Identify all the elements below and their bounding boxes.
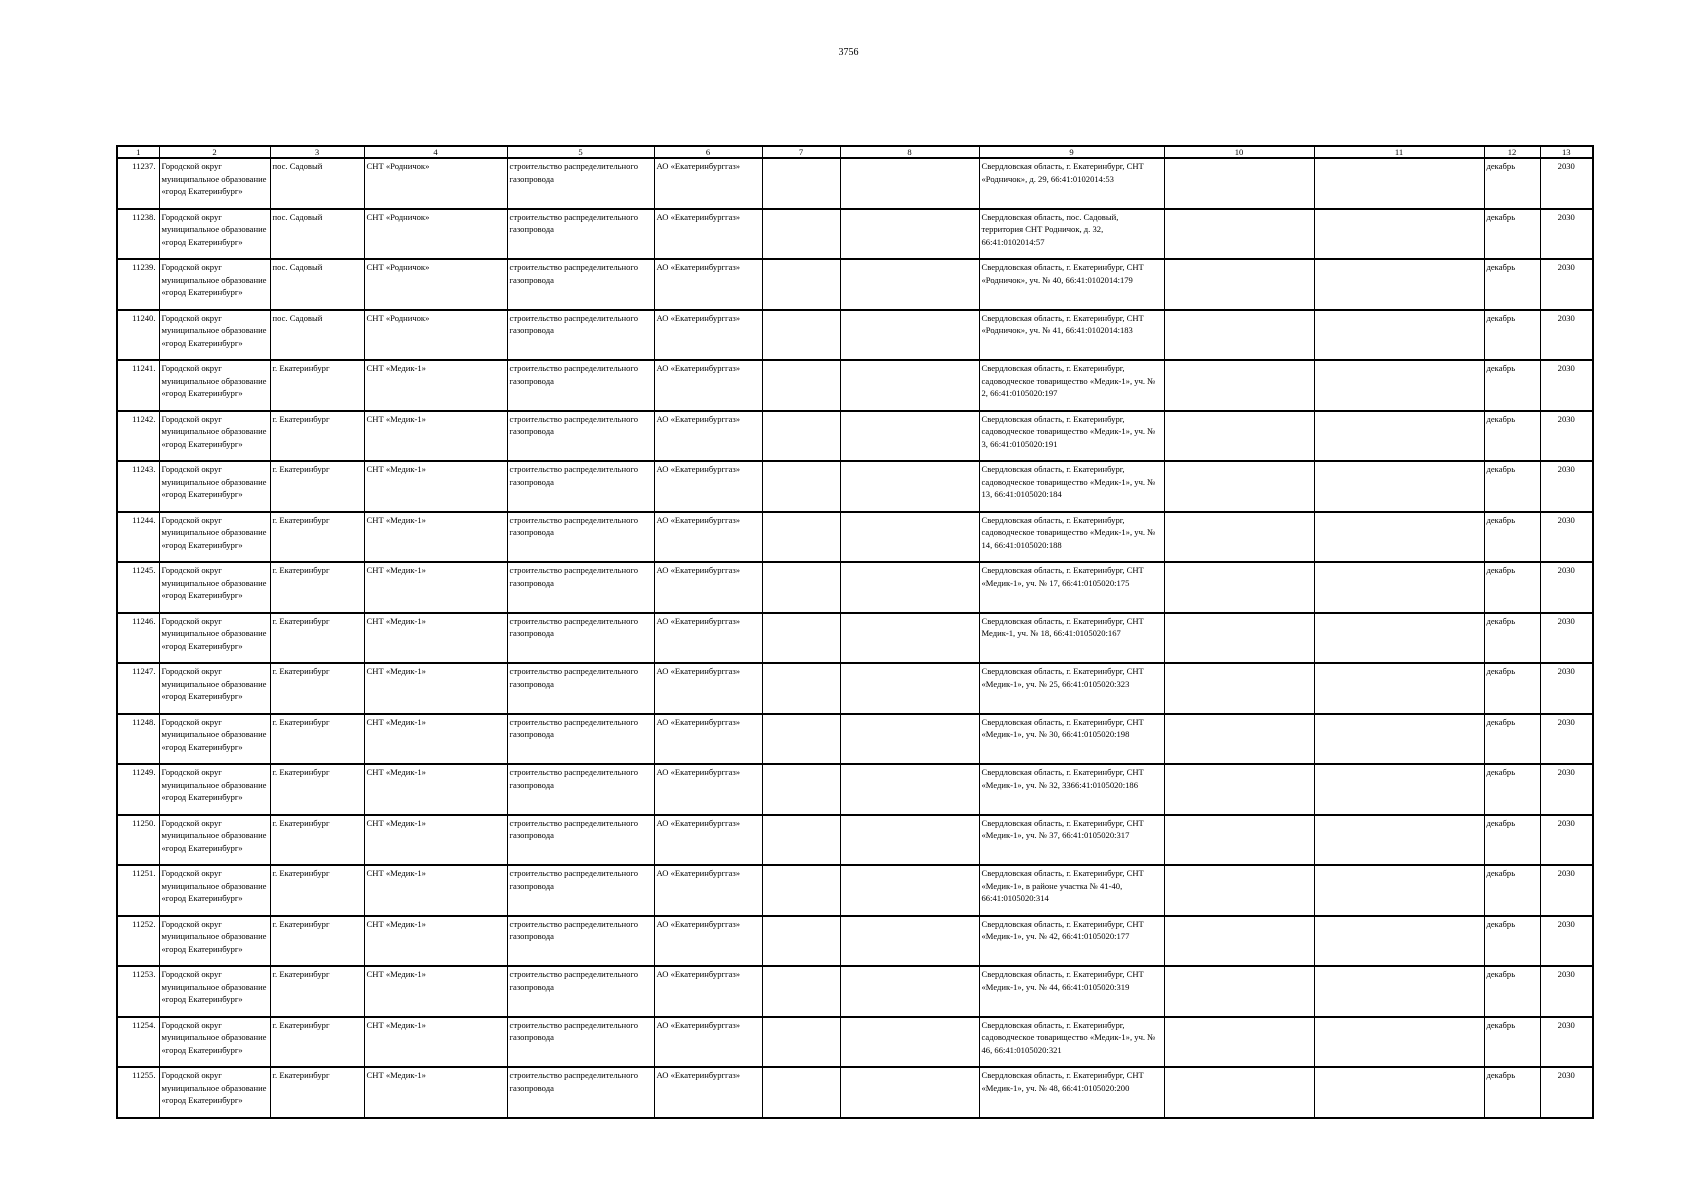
municipality-cell: Городской округ муниципальное образование «город Екатеринбург» bbox=[159, 360, 270, 411]
row-number-cell: 11246. bbox=[117, 613, 159, 664]
column-8-cell bbox=[840, 512, 979, 563]
table-row bbox=[117, 613, 1593, 664]
organization-cell: АО «Екатеринбурггаз» bbox=[654, 613, 762, 664]
object-name-cell: СНТ «Медик-1» bbox=[364, 966, 507, 1017]
column-10-cell bbox=[1164, 1017, 1314, 1068]
column-11-cell bbox=[1314, 259, 1484, 310]
column-8-cell bbox=[840, 411, 979, 462]
municipality-cell: Городской округ муниципальное образование «город Екатеринбург» bbox=[159, 815, 270, 866]
column-10-cell bbox=[1164, 865, 1314, 916]
organization-cell: АО «Екатеринбурггаз» bbox=[654, 815, 762, 866]
column-11-cell bbox=[1314, 461, 1484, 512]
row-number-cell: 11254. bbox=[117, 1017, 159, 1068]
column-11-cell bbox=[1314, 815, 1484, 866]
column-7-cell bbox=[762, 1017, 840, 1068]
organization-cell: АО «Екатеринбурггаз» bbox=[654, 663, 762, 714]
column-11-cell bbox=[1314, 158, 1484, 209]
table-row bbox=[117, 1067, 1593, 1118]
row-number-cell: 11255. bbox=[117, 1067, 159, 1118]
work-type-cell: строительство распределительного газопровода bbox=[507, 461, 654, 512]
column-header-10: 10 bbox=[1164, 146, 1314, 158]
organization-cell: АО «Екатеринбурггаз» bbox=[654, 310, 762, 361]
work-type-cell: строительство распределительного газопровода bbox=[507, 865, 654, 916]
column-header-1: 1 bbox=[117, 146, 159, 158]
work-type-cell: строительство распределительного газопровода bbox=[507, 1017, 654, 1068]
settlement-cell: г. Екатеринбург bbox=[270, 1067, 364, 1118]
settlement-cell: г. Екатеринбург bbox=[270, 966, 364, 1017]
month-cell: декабрь bbox=[1484, 764, 1540, 815]
column-header-12: 12 bbox=[1484, 146, 1540, 158]
column-10-cell bbox=[1164, 259, 1314, 310]
address-cadastral-cell: Свердловская область, г. Екатеринбург, СНТ «Медик-1», уч. № 30, 66:41:0105020:198 bbox=[979, 714, 1164, 765]
column-8-cell bbox=[840, 1017, 979, 1068]
work-type-cell: строительство распределительного газопровода bbox=[507, 1067, 654, 1118]
column-10-cell bbox=[1164, 158, 1314, 209]
column-8-cell bbox=[840, 663, 979, 714]
column-11-cell bbox=[1314, 865, 1484, 916]
municipality-cell: Городской округ муниципальное образование «город Екатеринбург» bbox=[159, 310, 270, 361]
settlement-cell: г. Екатеринбург bbox=[270, 865, 364, 916]
row-number-cell: 11242. bbox=[117, 411, 159, 462]
month-cell: декабрь bbox=[1484, 158, 1540, 209]
object-name-cell: СНТ «Родничок» bbox=[364, 158, 507, 209]
table-row bbox=[117, 562, 1593, 613]
year-cell: 2030 bbox=[1540, 916, 1593, 967]
month-cell: декабрь bbox=[1484, 714, 1540, 765]
address-cadastral-cell: Свердловская область, г. Екатеринбург, СНТ «Медик-1», уч. № 48, 66:41:0105020:200 bbox=[979, 1067, 1164, 1118]
column-header-13: 13 bbox=[1540, 146, 1593, 158]
row-number-cell: 11253. bbox=[117, 966, 159, 1017]
organization-cell: АО «Екатеринбурггаз» bbox=[654, 512, 762, 563]
object-name-cell: СНТ «Медик-1» bbox=[364, 613, 507, 664]
row-number-cell: 11245. bbox=[117, 562, 159, 613]
column-10-cell bbox=[1164, 209, 1314, 260]
row-number-cell: 11240. bbox=[117, 310, 159, 361]
settlement-cell: г. Екатеринбург bbox=[270, 764, 364, 815]
column-7-cell bbox=[762, 158, 840, 209]
column-11-cell bbox=[1314, 663, 1484, 714]
row-number-cell: 11248. bbox=[117, 714, 159, 765]
column-11-cell bbox=[1314, 1017, 1484, 1068]
month-cell: декабрь bbox=[1484, 461, 1540, 512]
settlement-cell: г. Екатеринбург bbox=[270, 1017, 364, 1068]
object-name-cell: СНТ «Медик-1» bbox=[364, 916, 507, 967]
column-11-cell bbox=[1314, 310, 1484, 361]
table-row bbox=[117, 310, 1593, 361]
month-cell: декабрь bbox=[1484, 360, 1540, 411]
column-8-cell bbox=[840, 209, 979, 260]
year-cell: 2030 bbox=[1540, 663, 1593, 714]
month-cell: декабрь bbox=[1484, 562, 1540, 613]
address-cadastral-cell: Свердловская область, г. Екатеринбург, СНТ «Родничок», уч. № 41, 66:41:0102014:183 bbox=[979, 310, 1164, 361]
object-name-cell: СНТ «Медик-1» bbox=[364, 714, 507, 765]
column-7-cell bbox=[762, 461, 840, 512]
month-cell: декабрь bbox=[1484, 209, 1540, 260]
column-10-cell bbox=[1164, 815, 1314, 866]
registry-table bbox=[116, 145, 1594, 1119]
year-cell: 2030 bbox=[1540, 1017, 1593, 1068]
column-header-8: 8 bbox=[840, 146, 979, 158]
column-7-cell bbox=[762, 916, 840, 967]
object-name-cell: СНТ «Медик-1» bbox=[364, 360, 507, 411]
work-type-cell: строительство распределительного газопровода bbox=[507, 916, 654, 967]
address-cadastral-cell: Свердловская область, г. Екатеринбург, СНТ «Медик-1», уч. № 17, 66:41:0105020:175 bbox=[979, 562, 1164, 613]
municipality-cell: Городской округ муниципальное образование «город Екатеринбург» bbox=[159, 512, 270, 563]
address-cadastral-cell: Свердловская область, г. Екатеринбург, садоводческое товарищество «Медик-1», уч. № 2, 66:41:0105020:197 bbox=[979, 360, 1164, 411]
organization-cell: АО «Екатеринбурггаз» bbox=[654, 865, 762, 916]
table-row bbox=[117, 815, 1593, 866]
column-7-cell bbox=[762, 310, 840, 361]
settlement-cell: пос. Садовый bbox=[270, 310, 364, 361]
column-7-cell bbox=[762, 1067, 840, 1118]
municipality-cell: Городской округ муниципальное образование «город Екатеринбург» bbox=[159, 714, 270, 765]
column-header-3: 3 bbox=[270, 146, 364, 158]
column-10-cell bbox=[1164, 411, 1314, 462]
column-7-cell bbox=[762, 865, 840, 916]
column-10-cell bbox=[1164, 461, 1314, 512]
column-7-cell bbox=[762, 360, 840, 411]
organization-cell: АО «Екатеринбурггаз» bbox=[654, 360, 762, 411]
column-10-cell bbox=[1164, 764, 1314, 815]
address-cadastral-cell: Свердловская область, пос. Садовый, территория СНТ Родничок, д. 32, 66:41:0102014:57 bbox=[979, 209, 1164, 260]
year-cell: 2030 bbox=[1540, 310, 1593, 361]
organization-cell: АО «Екатеринбурггаз» bbox=[654, 1017, 762, 1068]
month-cell: декабрь bbox=[1484, 916, 1540, 967]
column-8-cell bbox=[840, 461, 979, 512]
work-type-cell: строительство распределительного газопровода bbox=[507, 310, 654, 361]
column-11-cell bbox=[1314, 209, 1484, 260]
month-cell: декабрь bbox=[1484, 663, 1540, 714]
column-7-cell bbox=[762, 259, 840, 310]
address-cadastral-cell: Свердловская область, г. Екатеринбург, СНТ «Медик-1», уч. № 37, 66:41:0105020:317 bbox=[979, 815, 1164, 866]
column-7-cell bbox=[762, 512, 840, 563]
organization-cell: АО «Екатеринбурггаз» bbox=[654, 461, 762, 512]
organization-cell: АО «Екатеринбурггаз» bbox=[654, 158, 762, 209]
column-7-cell bbox=[762, 411, 840, 462]
table-row bbox=[117, 512, 1593, 563]
row-number-cell: 11252. bbox=[117, 916, 159, 967]
column-10-cell bbox=[1164, 512, 1314, 563]
row-number-cell: 11241. bbox=[117, 360, 159, 411]
column-7-cell bbox=[762, 966, 840, 1017]
page-number: 3756 bbox=[838, 47, 859, 58]
year-cell: 2030 bbox=[1540, 562, 1593, 613]
settlement-cell: г. Екатеринбург bbox=[270, 916, 364, 967]
column-8-cell bbox=[840, 310, 979, 361]
column-11-cell bbox=[1314, 966, 1484, 1017]
row-number-cell: 11239. bbox=[117, 259, 159, 310]
work-type-cell: строительство распределительного газопровода bbox=[507, 158, 654, 209]
row-number-cell: 11249. bbox=[117, 764, 159, 815]
work-type-cell: строительство распределительного газопровода bbox=[507, 966, 654, 1017]
column-header-2: 2 bbox=[159, 146, 270, 158]
year-cell: 2030 bbox=[1540, 411, 1593, 462]
year-cell: 2030 bbox=[1540, 512, 1593, 563]
year-cell: 2030 bbox=[1540, 966, 1593, 1017]
settlement-cell: г. Екатеринбург bbox=[270, 360, 364, 411]
municipality-cell: Городской округ муниципальное образование «город Екатеринбург» bbox=[159, 158, 270, 209]
object-name-cell: СНТ «Медик-1» bbox=[364, 1017, 507, 1068]
work-type-cell: строительство распределительного газопровода bbox=[507, 209, 654, 260]
row-number-cell: 11244. bbox=[117, 512, 159, 563]
municipality-cell: Городской округ муниципальное образование «город Екатеринбург» bbox=[159, 865, 270, 916]
column-11-cell bbox=[1314, 411, 1484, 462]
settlement-cell: г. Екатеринбург bbox=[270, 562, 364, 613]
column-10-cell bbox=[1164, 613, 1314, 664]
column-header-9: 9 bbox=[979, 146, 1164, 158]
table-row bbox=[117, 714, 1593, 765]
column-8-cell bbox=[840, 764, 979, 815]
settlement-cell: г. Екатеринбург bbox=[270, 714, 364, 765]
municipality-cell: Городской округ муниципальное образование «город Екатеринбург» bbox=[159, 764, 270, 815]
year-cell: 2030 bbox=[1540, 1067, 1593, 1118]
row-number-cell: 11247. bbox=[117, 663, 159, 714]
column-8-cell bbox=[840, 815, 979, 866]
year-cell: 2030 bbox=[1540, 360, 1593, 411]
address-cadastral-cell: Свердловская область, г. Екатеринбург, садоводческое товарищество «Медик-1», уч. № 3, 66:41:0105020:191 bbox=[979, 411, 1164, 462]
month-cell: декабрь bbox=[1484, 411, 1540, 462]
column-10-cell bbox=[1164, 562, 1314, 613]
table-row bbox=[117, 411, 1593, 462]
year-cell: 2030 bbox=[1540, 815, 1593, 866]
table-row bbox=[117, 461, 1593, 512]
row-number-cell: 11251. bbox=[117, 865, 159, 916]
address-cadastral-cell: Свердловская область, г. Екатеринбург, садоводческое товарищество «Медик-1», уч. № 14, 66:41:0105020:188 bbox=[979, 512, 1164, 563]
work-type-cell: строительство распределительного газопровода bbox=[507, 714, 654, 765]
column-10-cell bbox=[1164, 663, 1314, 714]
column-header-4: 4 bbox=[364, 146, 507, 158]
object-name-cell: СНТ «Медик-1» bbox=[364, 461, 507, 512]
row-number-cell: 11250. bbox=[117, 815, 159, 866]
address-cadastral-cell: Свердловская область, г. Екатеринбург, садоводческое товарищество «Медик-1», уч. № 46, 66:41:0105020:321 bbox=[979, 1017, 1164, 1068]
settlement-cell: г. Екатеринбург bbox=[270, 815, 364, 866]
year-cell: 2030 bbox=[1540, 158, 1593, 209]
column-11-cell bbox=[1314, 512, 1484, 563]
column-10-cell bbox=[1164, 916, 1314, 967]
address-cadastral-cell: Свердловская область, г. Екатеринбург, СНТ Медик-1, уч. № 18, 66:41:0105020:167 bbox=[979, 613, 1164, 664]
column-11-cell bbox=[1314, 764, 1484, 815]
municipality-cell: Городской округ муниципальное образование «город Екатеринбург» bbox=[159, 1017, 270, 1068]
municipality-cell: Городской округ муниципальное образование «город Екатеринбург» bbox=[159, 613, 270, 664]
table-row bbox=[117, 663, 1593, 714]
organization-cell: АО «Екатеринбурггаз» bbox=[654, 259, 762, 310]
year-cell: 2030 bbox=[1540, 209, 1593, 260]
year-cell: 2030 bbox=[1540, 259, 1593, 310]
year-cell: 2030 bbox=[1540, 461, 1593, 512]
table-body bbox=[117, 158, 1593, 1118]
work-type-cell: строительство распределительного газопровода bbox=[507, 764, 654, 815]
work-type-cell: строительство распределительного газопровода bbox=[507, 259, 654, 310]
object-name-cell: СНТ «Медик-1» bbox=[364, 815, 507, 866]
object-name-cell: СНТ «Родничок» bbox=[364, 310, 507, 361]
column-7-cell bbox=[762, 714, 840, 765]
work-type-cell: строительство распределительного газопровода bbox=[507, 562, 654, 613]
month-cell: декабрь bbox=[1484, 1067, 1540, 1118]
organization-cell: АО «Екатеринбурггаз» bbox=[654, 764, 762, 815]
organization-cell: АО «Екатеринбурггаз» bbox=[654, 1067, 762, 1118]
object-name-cell: СНТ «Медик-1» bbox=[364, 764, 507, 815]
month-cell: декабрь bbox=[1484, 259, 1540, 310]
municipality-cell: Городской округ муниципальное образование «город Екатеринбург» bbox=[159, 562, 270, 613]
settlement-cell: г. Екатеринбург bbox=[270, 613, 364, 664]
work-type-cell: строительство распределительного газопровода bbox=[507, 663, 654, 714]
table-row bbox=[117, 1017, 1593, 1068]
column-11-cell bbox=[1314, 714, 1484, 765]
column-8-cell bbox=[840, 613, 979, 664]
table-row bbox=[117, 865, 1593, 916]
month-cell: декабрь bbox=[1484, 613, 1540, 664]
address-cadastral-cell: Свердловская область, г. Екатеринбург, СНТ «Медик-1», уч. № 42, 66:41:0105020:177 bbox=[979, 916, 1164, 967]
table-row bbox=[117, 259, 1593, 310]
year-cell: 2030 bbox=[1540, 613, 1593, 664]
table-row bbox=[117, 209, 1593, 260]
column-8-cell bbox=[840, 259, 979, 310]
object-name-cell: СНТ «Медик-1» bbox=[364, 865, 507, 916]
column-header-7: 7 bbox=[762, 146, 840, 158]
address-cadastral-cell: Свердловская область, г. Екатеринбург, СНТ «Родничок», уч. № 40, 66:41:0102014:179 bbox=[979, 259, 1164, 310]
column-10-cell bbox=[1164, 310, 1314, 361]
table-row bbox=[117, 966, 1593, 1017]
organization-cell: АО «Екатеринбурггаз» bbox=[654, 209, 762, 260]
municipality-cell: Городской округ муниципальное образование «город Екатеринбург» bbox=[159, 209, 270, 260]
object-name-cell: СНТ «Медик-1» bbox=[364, 411, 507, 462]
work-type-cell: строительство распределительного газопровода bbox=[507, 411, 654, 462]
column-11-cell bbox=[1314, 562, 1484, 613]
year-cell: 2030 bbox=[1540, 865, 1593, 916]
column-header-6: 6 bbox=[654, 146, 762, 158]
column-10-cell bbox=[1164, 360, 1314, 411]
address-cadastral-cell: Свердловская область, г. Екатеринбург, СНТ «Медик-1», уч. № 44, 66:41:0105020:319 bbox=[979, 966, 1164, 1017]
municipality-cell: Городской округ муниципальное образование «город Екатеринбург» bbox=[159, 461, 270, 512]
month-cell: декабрь bbox=[1484, 966, 1540, 1017]
organization-cell: АО «Екатеринбурггаз» bbox=[654, 714, 762, 765]
table-row bbox=[117, 158, 1593, 209]
municipality-cell: Городской округ муниципальное образование «город Екатеринбург» bbox=[159, 966, 270, 1017]
row-number-cell: 11243. bbox=[117, 461, 159, 512]
address-cadastral-cell: Свердловская область, г. Екатеринбург, СНТ «Медик-1», уч. № 32, 3366:41:0105020:186 bbox=[979, 764, 1164, 815]
object-name-cell: СНТ «Медик-1» bbox=[364, 562, 507, 613]
year-cell: 2030 bbox=[1540, 764, 1593, 815]
column-8-cell bbox=[840, 916, 979, 967]
month-cell: декабрь bbox=[1484, 1017, 1540, 1068]
column-11-cell bbox=[1314, 360, 1484, 411]
address-cadastral-cell: Свердловская область, г. Екатеринбург, СНТ «Медик-1», в районе участка № 41-40, 66:41:0105020:314 bbox=[979, 865, 1164, 916]
row-number-cell: 11238. bbox=[117, 209, 159, 260]
column-header-5: 5 bbox=[507, 146, 654, 158]
work-type-cell: строительство распределительного газопровода bbox=[507, 815, 654, 866]
work-type-cell: строительство распределительного газопровода bbox=[507, 512, 654, 563]
column-8-cell bbox=[840, 562, 979, 613]
column-8-cell bbox=[840, 714, 979, 765]
settlement-cell: г. Екатеринбург bbox=[270, 663, 364, 714]
column-10-cell bbox=[1164, 714, 1314, 765]
object-name-cell: СНТ «Родничок» bbox=[364, 209, 507, 260]
municipality-cell: Городской округ муниципальное образование «город Екатеринбург» bbox=[159, 663, 270, 714]
organization-cell: АО «Екатеринбурггаз» bbox=[654, 916, 762, 967]
organization-cell: АО «Екатеринбурггаз» bbox=[654, 966, 762, 1017]
column-8-cell bbox=[840, 1067, 979, 1118]
column-10-cell bbox=[1164, 966, 1314, 1017]
column-8-cell bbox=[840, 966, 979, 1017]
month-cell: декабрь bbox=[1484, 815, 1540, 866]
municipality-cell: Городской округ муниципальное образование «город Екатеринбург» bbox=[159, 916, 270, 967]
month-cell: декабрь bbox=[1484, 512, 1540, 563]
municipality-cell: Городской округ муниципальное образование «город Екатеринбург» bbox=[159, 259, 270, 310]
work-type-cell: строительство распределительного газопровода bbox=[507, 613, 654, 664]
object-name-cell: СНТ «Медик-1» bbox=[364, 512, 507, 563]
object-name-cell: СНТ «Медик-1» bbox=[364, 663, 507, 714]
municipality-cell: Городской округ муниципальное образование «город Екатеринбург» bbox=[159, 1067, 270, 1118]
object-name-cell: СНТ «Родничок» bbox=[364, 259, 507, 310]
address-cadastral-cell: Свердловская область, г. Екатеринбург, СНТ «Медик-1», уч. № 25, 66:41:0105020:323 bbox=[979, 663, 1164, 714]
table-row bbox=[117, 916, 1593, 967]
column-7-cell bbox=[762, 663, 840, 714]
row-number-cell: 11237. bbox=[117, 158, 159, 209]
table-row bbox=[117, 764, 1593, 815]
organization-cell: АО «Екатеринбурггаз» bbox=[654, 411, 762, 462]
settlement-cell: пос. Садовый bbox=[270, 259, 364, 310]
column-8-cell bbox=[840, 865, 979, 916]
column-header-11: 11 bbox=[1314, 146, 1484, 158]
column-11-cell bbox=[1314, 613, 1484, 664]
settlement-cell: пос. Садовый bbox=[270, 158, 364, 209]
organization-cell: АО «Екатеринбурггаз» bbox=[654, 562, 762, 613]
column-11-cell bbox=[1314, 1067, 1484, 1118]
column-7-cell bbox=[762, 613, 840, 664]
table-row bbox=[117, 360, 1593, 411]
municipality-cell: Городской округ муниципальное образование «город Екатеринбург» bbox=[159, 411, 270, 462]
address-cadastral-cell: Свердловская область, г. Екатеринбург, садоводческое товарищество «Медик-1», уч. № 13, 66:41:0105020:184 bbox=[979, 461, 1164, 512]
column-7-cell bbox=[762, 562, 840, 613]
month-cell: декабрь bbox=[1484, 310, 1540, 361]
month-cell: декабрь bbox=[1484, 865, 1540, 916]
column-11-cell bbox=[1314, 916, 1484, 967]
address-cadastral-cell: Свердловская область, г. Екатеринбург, СНТ «Родничок», д. 29, 66:41:0102014:53 bbox=[979, 158, 1164, 209]
column-7-cell bbox=[762, 815, 840, 866]
settlement-cell: г. Екатеринбург bbox=[270, 411, 364, 462]
year-cell: 2030 bbox=[1540, 714, 1593, 765]
object-name-cell: СНТ «Медик-1» bbox=[364, 1067, 507, 1118]
settlement-cell: пос. Садовый bbox=[270, 209, 364, 260]
column-8-cell bbox=[840, 360, 979, 411]
settlement-cell: г. Екатеринбург bbox=[270, 461, 364, 512]
work-type-cell: строительство распределительного газопровода bbox=[507, 360, 654, 411]
column-8-cell bbox=[840, 158, 979, 209]
column-10-cell bbox=[1164, 1067, 1314, 1118]
header-row bbox=[117, 146, 1593, 158]
column-7-cell bbox=[762, 764, 840, 815]
settlement-cell: г. Екатеринбург bbox=[270, 512, 364, 563]
column-7-cell bbox=[762, 209, 840, 260]
